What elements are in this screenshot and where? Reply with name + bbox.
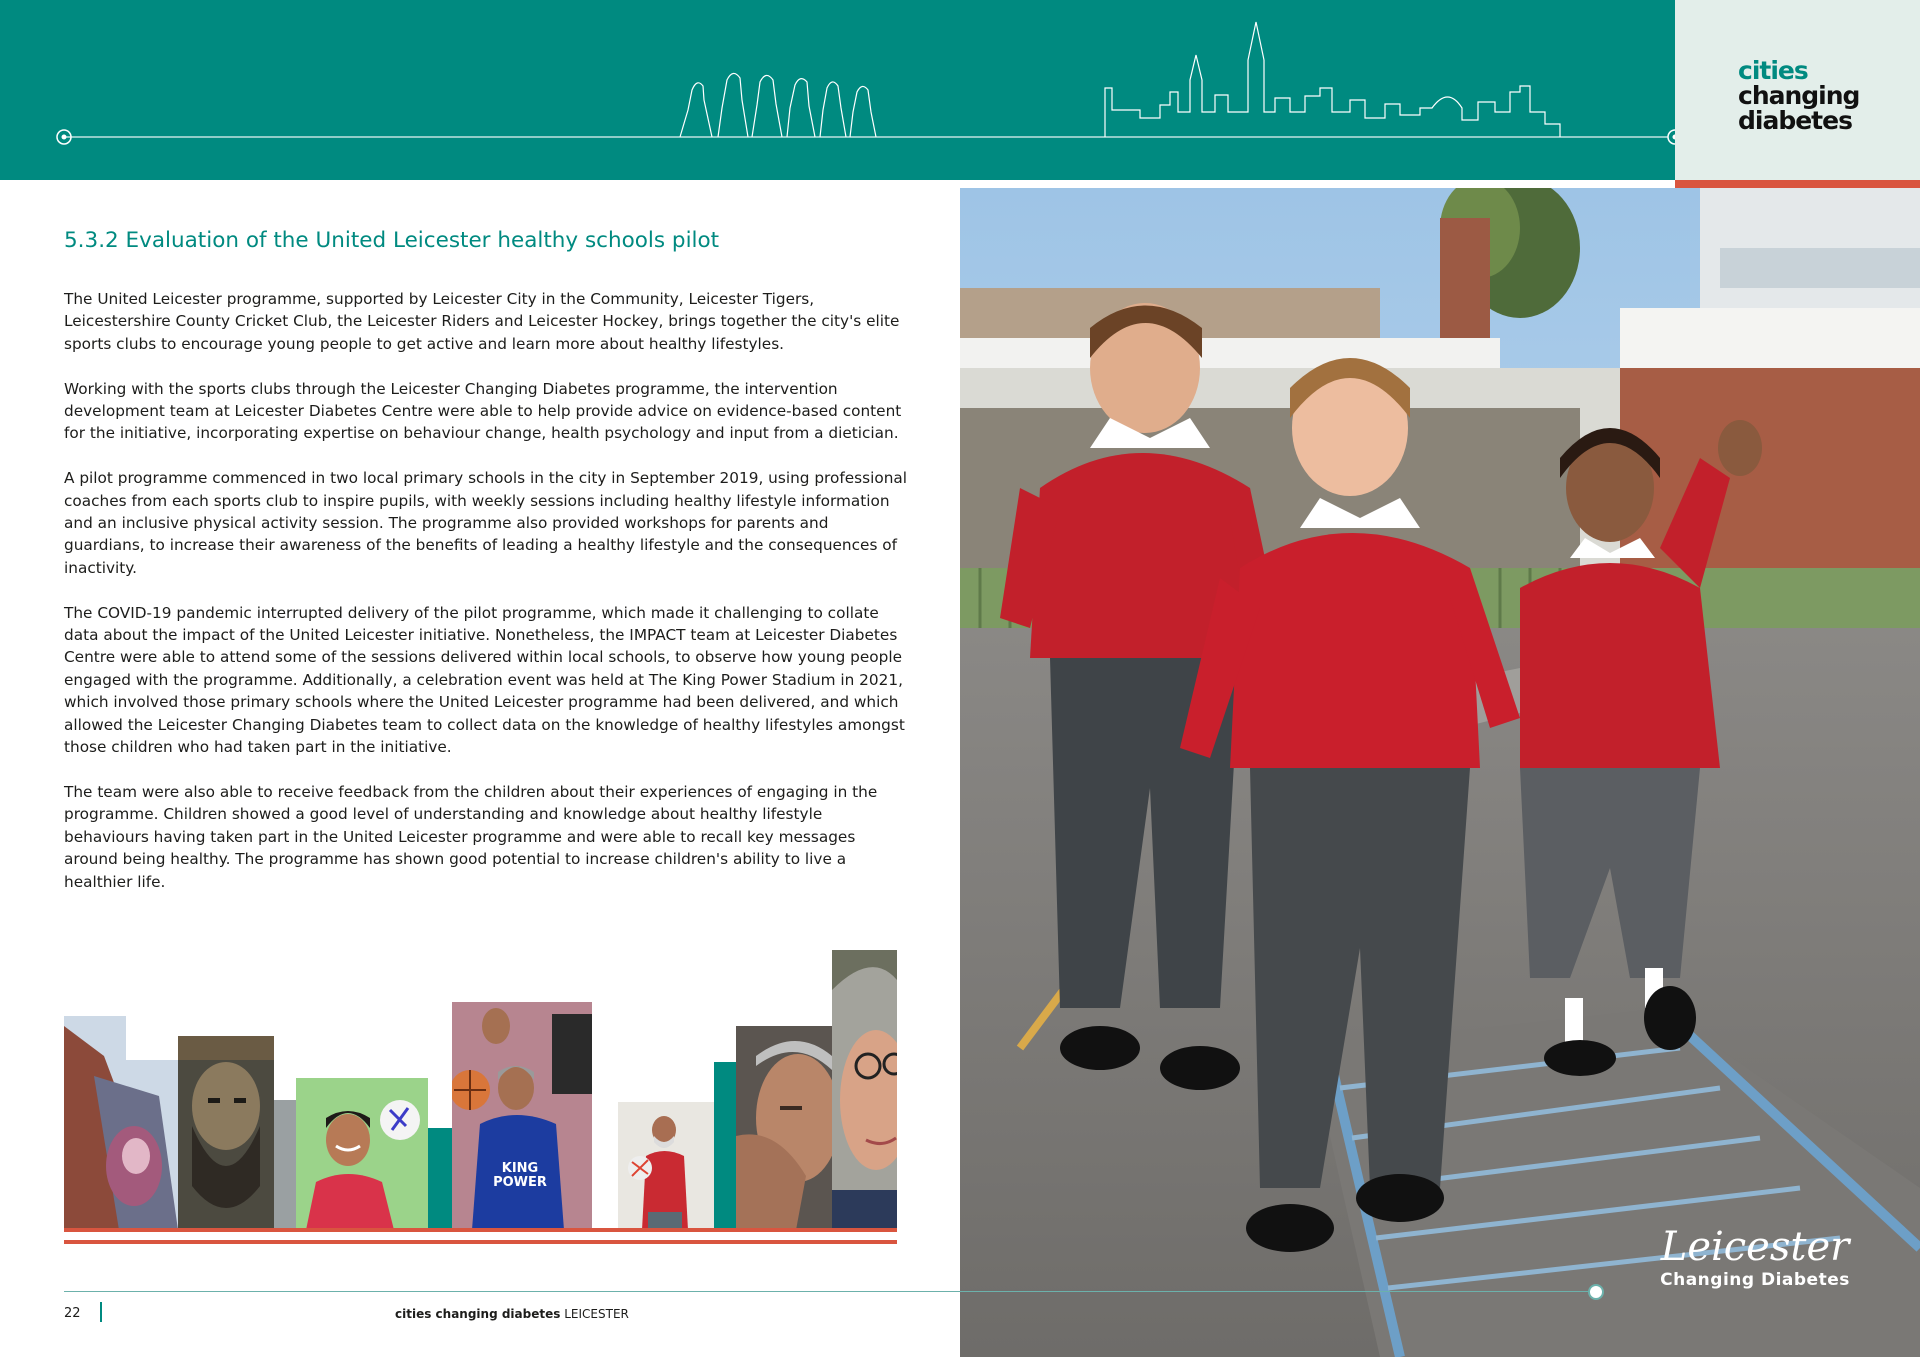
footer-rule-end-dot (1588, 1284, 1604, 1300)
page-number: 22 (64, 1306, 81, 1321)
collage-photo-basketball (452, 1002, 592, 1230)
footer-rule (64, 1291, 1588, 1292)
page-number-separator (100, 1302, 102, 1322)
logo-line-diabetes: diabetes (1738, 106, 1852, 135)
shirt-text: KING POWER (493, 1161, 547, 1190)
footer-brand-name: cities changing diabetes (395, 1307, 561, 1321)
logo-line-changing: changing (1738, 81, 1860, 110)
paragraph-5: The team were also able to receive feedback from the children about their experiences of engaging in the programme. Children showed a good level of understanding and knowledge about healthy lifestyle behaviours having taken part in the United Leicester programme and were able to recall key messages around being healthy. The programme has shown good potential to increase children's ability to live a healthier life. (64, 782, 878, 891)
logo-accent-bar (1675, 180, 1920, 188)
paragraph-1: The United Leicester programme, supported by Leicester City in the Community, Leicester Tigers, Leicestershire County Cricket Club, the Leicester Riders and Leicester Hockey, brings together the city's elite sports clubs to encourage young people to get active and learn more about healthy lifestyles. (64, 290, 900, 353)
collage-photo-mural-building (64, 1016, 178, 1230)
logo-line-cities: cities (1738, 56, 1808, 85)
footer-brand (395, 1307, 629, 1321)
cities-changing-diabetes-logo (1738, 58, 1859, 133)
collage-divider-top (64, 1228, 897, 1232)
collage-photo-elderly-man (736, 1026, 832, 1230)
logo-script-leicester: Leicester (1660, 1224, 1850, 1270)
collage-divider-bottom (64, 1240, 897, 1244)
footer-brand-city: LEICESTER (564, 1307, 629, 1321)
collage-teal-block-2 (714, 1062, 736, 1230)
paragraph-2: Working with the sports clubs through the Leicester Changing Diabetes programme, the intervention development team at Leicester Diabetes Centre were able to help provide advice on evidence-based content for the initiative, incorporating expertise on behaviour change, health psychology and input from a dietician. (64, 379, 902, 443)
header-banner (0, 0, 1675, 180)
collage-photo-woman-glasses (832, 950, 897, 1230)
collage-photo-mural-face (178, 1036, 274, 1230)
collage-grey-block (274, 1100, 296, 1230)
paragraph-4: The COVID-19 pandemic interrupted delivery of the pilot programme, which made it challenging to collate data about the impact of the United Leicester initiative. Nonetheless, the IMPACT team at Leicester Diabetes Centre were able to attend some of the sessions delivered within local schools, to observe how young people engaged with the programme. Additionally, a celebration event was held at The King Power Stadium in 2021, which involved those primary schools where the United Leicester programme had been delivered, and which allowed the Leicester Changing Diabetes team to collect data on the knowledge of healthy lifestyles amongst those children who had taken part in the initiative. (64, 603, 905, 757)
leicester-changing-diabetes-logo (1655, 1224, 1855, 1290)
collage-photo-man-red-shirt (618, 1102, 714, 1230)
section-body (64, 288, 909, 915)
schoolchildren-running-photo (960, 188, 1920, 1357)
logo-subtitle: Changing Diabetes (1660, 1270, 1850, 1290)
city-skyline-illustration (0, 0, 1675, 180)
collage-teal-block (428, 1128, 452, 1230)
paragraph-3: A pilot programme commenced in two local primary schools in the city in September 2019, using professional coaches from each sports club to inspire pupils, with weekly sessions including healthy lifestyle information and an inclusive physical activity session. The programme also provided workshops for parents and guardians, to increase their awareness of the benefits of leading a healthy lifestyle and the consequences of inactivity. (64, 469, 908, 577)
collage-photo-woman-ball (296, 1078, 428, 1230)
section-heading: 5.3.2 Evaluation of the United Leicester healthy schools pilot (64, 228, 720, 253)
